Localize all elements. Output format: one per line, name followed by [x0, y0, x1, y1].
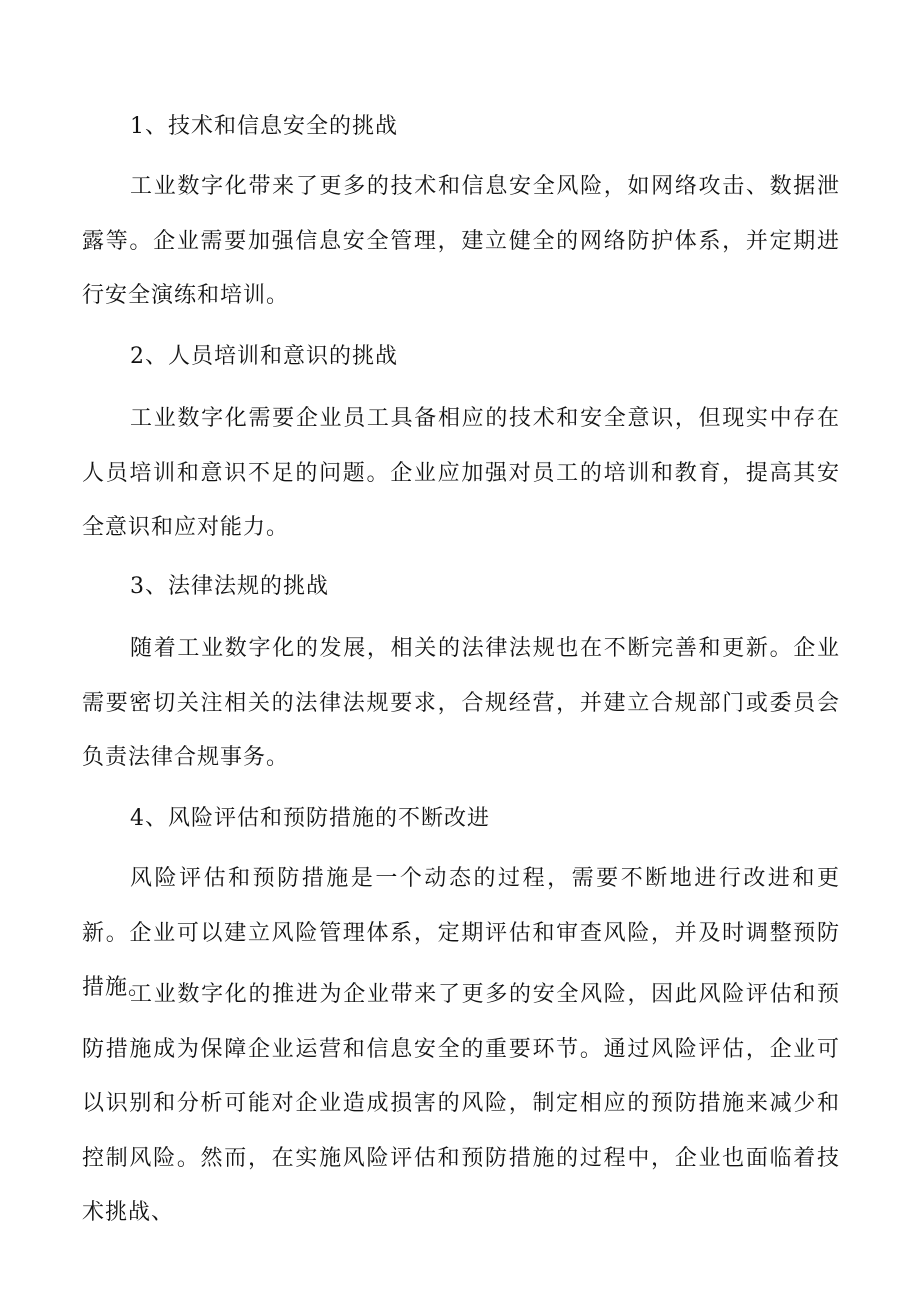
- section-heading-3: 3、法律法规的挑战: [130, 574, 329, 599]
- section-heading-4: 4、风险评估和预防措施的不断改进: [130, 806, 490, 831]
- section-body-1: 工业数字化带来了更多的技术和信息安全风险，如网络攻击、数据泄露等。企业需要加强信息安全管理，建立健全的网络防护体系，并定期进行安全演练和培训。: [82, 174, 840, 308]
- section-body-4: 风险评估和预防措施是一个动态的过程，需要不断地进行改进和更新。企业可以建立风险管理体系，定期评估和审查风险，并及时调整预防措施。: [82, 866, 840, 1000]
- section-heading-1: 1、技术和信息安全的挑战: [130, 114, 398, 139]
- section-heading-2: 2、人员培训和意识的挑战: [130, 344, 398, 369]
- closing-paragraph: 工业数字化的推进为企业带来了更多的安全风险，因此风险评估和预防措施成为保障企业运营和信息安全的重要环节。通过风险评估，企业可以识别和分析可能对企业造成损害的风险，制定相应的预防措施来减少和控制风险。然而，在实施风险评估和预防措施的过程中，企业也面临着技术挑战、: [82, 982, 840, 1225]
- section-body-3: 随着工业数字化的发展，相关的法律法规也在不断完善和更新。企业需要密切关注相关的法律法规要求，合规经营，并建立合规部门或委员会负责法律合规事务。: [82, 636, 840, 770]
- section-body-2: 工业数字化需要企业员工具备相应的技术和安全意识，但现实中存在人员培训和意识不足的问题。企业应加强对员工的培训和教育，提高其安全意识和应对能力。: [82, 406, 840, 540]
